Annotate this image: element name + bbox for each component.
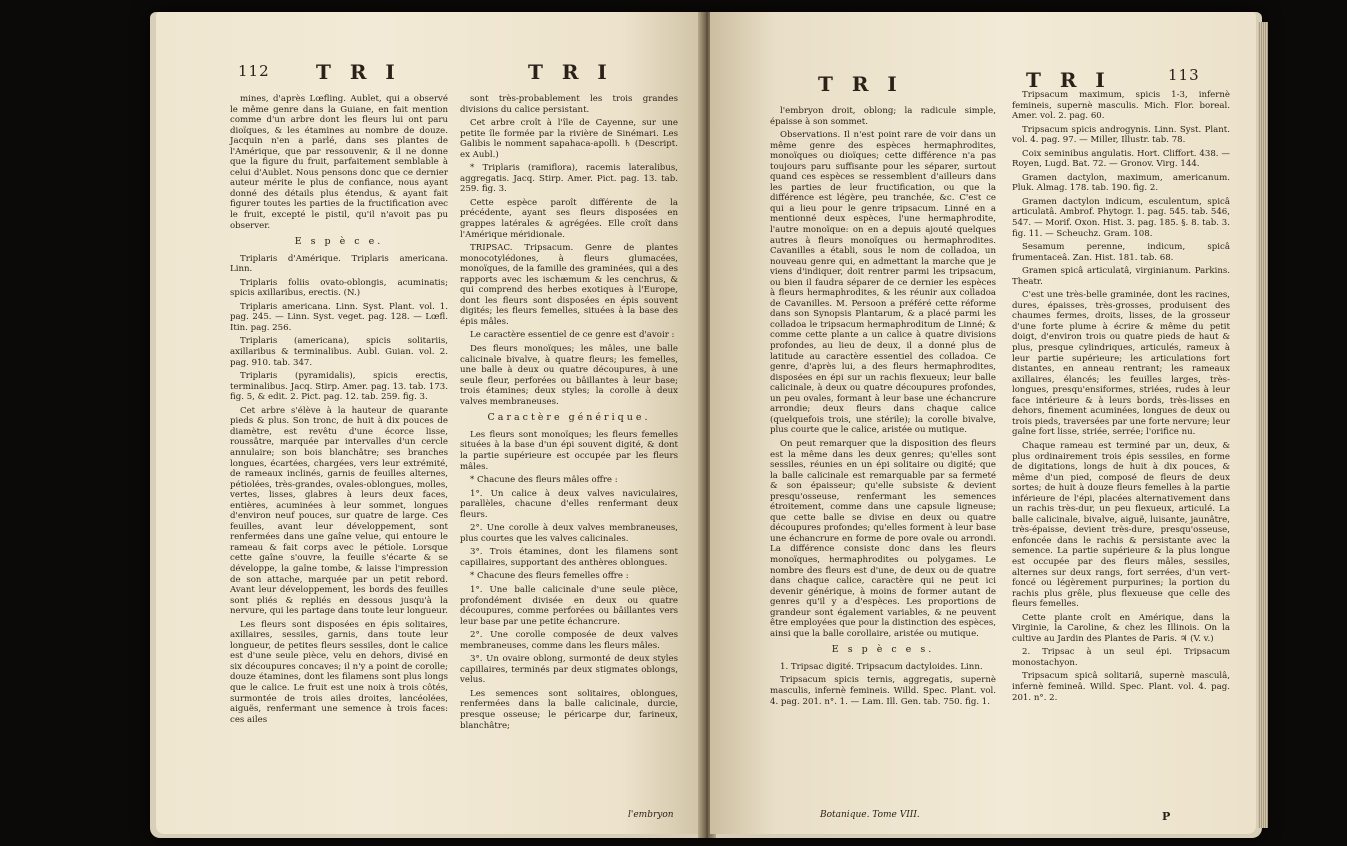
paragraph: Triplaris foliis ovato-oblongis, acuminatis; spicis axillaribus, erectis. (N.) — [230, 277, 448, 299]
paragraph: Observations. Il n'est point rare de voir dans un même genre des espèces hermaphrodites, monoïques ou dioïques; cette différence n'a pas toujours paru suffisante pour les séparer, surtout quand ces espèces se ressemblent d'ailleurs dans les parties de leur fructification, ou que la différence est légère, peu tranchée, &c. C'est ce qui a lieu pour le genre tripsacum. Linné en a mentionné deux espèces, l'une hermaphrodite, l'autre monoïque: on en a depuis ajouté quelques autres à fleurs monoïques ou hermaphrodites. Cavanilles a établi, sous le nom de colladoa, un nouveau genre qui, en admettant la marche que je viens d'indiquer, doit rentrer parmi les tripsacum, ou bien il faudra séparer de ce dernier les espèces à fleurs hermaphrodites, & les réunir aux colladoa de Cavanilles. M. Persoon a préféré cette réforme dans son Synopsis Plantarum, & a placé parmi les colladoa le tripsacum hermaphroditum de Linné; & comme cette plante a un calice à quatre divisions profondes, au lieu de deux, il a donné plus de latitude au caractère essentiel des colladoa. Ce genre, d'après lui, a des fleurs hermaphrodites, disposées en épi sur un rachis flexueux; leur balle calicinale, à deux ou quatre découpures profondes, un peu ovales, formant à leur base une échancrure arrondie; deux fleurs dans chaque calice (quelquefois trois, une stérile); la corolle bivalve, plus courte que le calice, aristée ou mutique. — [770, 130, 996, 436]
paragraph: Triplaris (americana), spicis solitariis, axillaribus & terminalibus. Aubl. Guian. vol. 2. pag. 910. tab. 347. — [230, 336, 448, 368]
paragraph: Le caractère essentiel de ce genre est d'avoir : — [470, 330, 675, 341]
paragraph: Tripsacum spicâ solitariâ, supernè masculâ, infernè femineâ. Willd. Spec. Plant. vol. 4. pag. 201. n°. 2. — [1012, 671, 1230, 703]
paragraph: Cette espèce paroît différente de la précédente, ayant ses fleurs disposées en grappes latérales & agrégées. Elle croît dans l'Amérique méridionale. — [460, 197, 678, 240]
paragraph: * Triplaris (ramiflora), racemis lateralibus, aggregatis. Jacq. Stirp. Amer. Pict. pag. 13. tab. 259. fig. 3. — [460, 163, 678, 195]
paragraph: Tripsacum maximum, spicis 1-3, infernè femineis, supernè masculis. Mich. Flor. boreal. Amer. vol. 2. pag. 60. — [1012, 90, 1230, 122]
paragraph: Les semences sont solitaires, oblongues, renfermées dans la balle calicinale, durcie, presque osseuse; le péricarpe dur, farineux, blanchâtre; — [460, 688, 678, 731]
page-number: 113 — [1168, 66, 1200, 84]
paragraph: Cet arbre s'élève à la hauteur de quarante pieds & plus. Son tronc, de huit à dix pouces de diamètre, est revêtu d'une écorce lisse, roussâtre, marquée par intervalles d'un cercle annulaire; son bois blanchâtre; ses branches longues, écartées, chargées, vers leur extrémité, de rameaux inclinés, garnis de feuilles alternes, pétiolées, très-grandes, ovales-oblongues, molles, vertes, lisses, glabres à leurs deux faces, entières, acuminées à leur sommet, longues d'environ neuf pouces, sur quatre de large. Ces feuilles, avant leur développement, sont renfermées dans une gaîne velue, qui entoure le rameau & fait corps avec le pétiole. Lorsque cette gaîne s'ouvre, la feuille s'écarte & se développe, la gaîne tombe, & laisse l'impression de son attache, marquée par un petit rebord. Avant leur développement, les bords des feuilles sont pliés & repliés en dessous jusqu'à la nervure, qui les partage dans toute leur longueur. — [230, 405, 448, 617]
paragraph: 2. Tripsac à un seul épi. Tripsacum monostachyon. — [1012, 647, 1230, 668]
open-book — [150, 12, 1262, 838]
paragraph: Triplaris (pyramidalis), spicis erectis, terminalibus. Jacq. Stirp. Amer. pag. 13. tab. 173. fig. 5, & edit. 2. Pict. pag. 12. tab. 259. fig. 3. — [230, 371, 448, 403]
paragraph: Gramen dactylon indicum, esculentum, spicâ articulatâ. Ambrof. Phytogr. 1. pag. 545. tab. 546, 547. — Morif. Oxon. Hist. 3. pag. 185. §. 8. tab. 3. fig. 11. — Scheuchz. Gram. 108. — [1012, 196, 1230, 239]
left-column-1 — [230, 94, 448, 728]
paragraph: C'est une très-belle graminée, dont les racines, dures, épaisses, très-grosses, produisent des chaumes fermes, droits, lisses, de la grosseur d'une forte plume à écrire & même du petit doigt, d'environ trois ou quatre pieds de haut & plus, presque cylindriques, articulés, rameux à leur partie supérieure; les articulations fort distantes, en anneau rentrant; les rameaux axillaires, élancés; les feuilles larges, très-longues, presqu'ensiformes, striées, rudes à leur face intérieure & à leurs bords, très-lisses en dehors, finement acuminées, longues de deux ou trois pieds, traversées par une forte nervure; leur gaîne fort lisse, striée, serrée; l'orifice nu. — [1012, 290, 1230, 438]
page-edges — [1258, 22, 1268, 828]
paragraph: 1. Tripsac digité. Tripsacum dactyloides. Linn. — [780, 661, 983, 672]
paragraph: sont très-probablement les trois grandes divisions du calice persistant. — [460, 94, 678, 115]
running-head-center: T R I — [528, 60, 613, 84]
section-heading: E s p è c e. — [294, 236, 384, 248]
section-heading: Caractère générique. — [487, 412, 651, 424]
paragraph: 3°. Trois étamines, dont les filamens sont capillaires, supportant des anthères oblongues. — [460, 547, 678, 568]
paragraph: Coix seminibus angulatis. Hort. Cliffort. 438. — Royen, Lugd. Bat. 72. — Gronov. Virg. 144. — [1012, 148, 1230, 170]
paragraph: Triplaris americana. Linn. Syst. Plant. vol. 1. pag. 245. — Linn. Syst. veget. pag. 128. — Lœfl. Itin. pag. 256. — [230, 301, 448, 333]
paragraph: mines, d'après Lœfling. Aublet, qui a observé le même genre dans la Guiane, en fait mention comme d'un arbre dont les fleurs lui ont paru dioïques, & les étamines au nombre de douze. Jacquin n'en a parlé, dans ses plantes de l'Amérique, que par ressouvenir, & il ne donne que la figure du fruit, parfaitement semblable à celui d'Aublet. Nous pensons donc que ce dernier auteur mérite le plus de confiance, nous ayant donné des détails plus étendus, & ayant fait figurer toutes les parties de la fructification avec le fruit, excepté le pistil, qu'il n'avoit pas pu observer. — [230, 94, 448, 231]
footer-volume: Botanique. Tome VIII. — [820, 810, 920, 820]
paragraph: Gramen spicâ articulatâ, virginianum. Parkins. Theatr. — [1012, 266, 1230, 287]
paragraph: 3°. Un ovaire oblong, surmonté de deux styles capillaires, terminés par deux stigmates oblongs, velus. — [460, 654, 678, 686]
running-head-center: T R I — [1026, 68, 1111, 92]
paragraph: Des fleurs monoïques; les mâles, une balle calicinale bivalve, à quatre fleurs; les femelles, une balle à deux ou quatre découpures, à une seule fleur, perforées ou bâillantes à leur base; trois étamines; deux styles; la corolle à deux valves membraneuses. — [460, 344, 678, 407]
paragraph: Les fleurs sont monoïques; les fleurs femelles situées à la base d'un épi souvent digité, & dont la partie supérieure est occupée par les fleurs mâles. — [460, 429, 678, 472]
paragraph: Cette plante croît en Amérique, dans la Virginie, la Caroline, & chez les Illinois. On la cultive au Jardin des Plantes de Paris. ♃ (V. v.) — [1012, 612, 1230, 644]
paragraph: Gramen dactylon, maximum, americanum. Pluk. Almag. 178. tab. 190. fig. 2. — [1012, 172, 1230, 194]
signature-mark: P — [1162, 810, 1171, 823]
paragraph: 2°. Une corolle à deux valves membraneuses, plus courtes que les valves calicinales. — [460, 523, 678, 544]
paragraph: TRIPSAC. Tripsacum. Genre de plantes monocotylédones, à fleurs glumacées, monoïques, de la famille des graminées, qui a des rapports avec les ischæmum & les cenchrus, & qui comprend des herbes exotiques à l'Europe, dont les fleurs sont disposées en épis souvent digités; les fleurs femelles, situées à la base des épis mâles. — [460, 243, 678, 327]
paragraph: Les fleurs sont disposées en épis solitaires, axillaires, sessiles, garnis, dans toute leur longueur, de petites fleurs sessiles, dont le calice est d'une seule pièce, velu en dehors, divisé en six découpures concaves; il n'y a point de corolle; douze étamines, dont les filamens sont plus longs que le calice. Le fruit est une noix à trois côtés, surmontée de trois ailes droites, lancéolées, aiguës, renfermant une semence à trois faces: ces ailes — [230, 619, 448, 725]
right-column-1 — [770, 106, 996, 710]
paragraph: * Chacune des fleurs femelles offre : — [470, 571, 629, 582]
paragraph: 1°. Un calice à deux valves naviculaires, parallèles, chacune d'elles renfermant deux fleurs. — [460, 488, 678, 520]
paragraph: On peut remarquer que la disposition des fleurs est la même dans les deux genres; qu'elles sont sessiles, réunies en un épi solitaire ou digité; que la balle calicinale est remarquable par sa fermeté & son épaisseur; qu'elle subsiste & devient presqu'osseuse, renfermant les semences étroitement, comme dans une capsule ligneuse; que cette balle se divise en deux ou quatre découpures profondes; qu'elles forment à leur base une échancrure en forme de pore ovale ou arrondi. La différence consiste donc dans les fleurs monoïques, hermaphrodites ou polygames. Le nombre des fleurs est d'une, de deux ou de quatre dans chaque calice, caractère qui ne peut ici devenir générique, à moins de former autant de genres qu'il y a d'espèces. Les proportions de grandeur sont également variables, & ne peuvent être employées que pour la distinction des espèces, ainsi que la balle corollaire, aristée ou mutique. — [770, 438, 996, 639]
right-column-2 — [1012, 90, 1230, 706]
running-head: T R I — [818, 72, 903, 96]
paragraph: l'embryon droit, oblong; la radicule simple, épaisse à son sommet. — [770, 106, 996, 127]
left-page — [156, 12, 704, 834]
left-column-2 — [460, 94, 678, 734]
paragraph: Tripsacum spicis androgynis. Linn. Syst. Plant. vol. 4. pag. 97. — Miller, Illustr. tab. 78. — [1012, 124, 1230, 146]
paragraph: 2°. Une corolle composée de deux valves membraneuses, comme dans les fleurs mâles. — [460, 630, 678, 651]
running-head: T R I — [316, 60, 401, 84]
paragraph: * Chacune des fleurs mâles offre : — [470, 475, 618, 486]
paragraph: Sesamum perenne, indicum, spicâ frumentaceâ. Zan. Hist. 181. tab. 68. — [1012, 242, 1230, 263]
paragraph: Chaque rameau est terminé par un, deux, & plus ordinairement trois épis sessiles, en forme de digitations, longs de huit à dix pouces, & même d'un pied, composé de fleurs de deux sortes; de huit à douze fleurs femelles à la partie inférieure de l'épi, placées alternativement dans un rachis très-dur, un peu flexueux, articulé. La balle calicinale, bivalve, aiguë, luisante, jaunâtre, très-épaisse, devient très-dure, presqu'osseuse, enfoncée dans le rachis & persistante avec la semence. La partie supérieure & la plus longue est occupée par des fleurs mâles, sessiles, alternes sur deux rangs, fort serrées, d'un vert-foncé ou légèrement purpurines; la portion du rachis plus grêle, plus flexueuse que celle des fleurs femelles. — [1012, 440, 1230, 610]
paragraph: Tripsacum spicis ternis, aggregatis, supernè masculis, infernè femineis. Willd. Spec. Plant. vol. 4. pag. 201. n°. 1. — Lam. Ill. Gen. tab. 750. fig. 1. — [770, 675, 996, 707]
paragraph: 1°. Une balle calicinale d'une seule pièce, profondément divisée en deux ou quatre découpures, comme perforées ou bâillantes vers leur base par une petite échancrure. — [460, 584, 678, 627]
catchword: l'embryon — [628, 810, 674, 820]
paragraph: Cet arbre croît à l'île de Cayenne, sur une petite île formée par la rivière de Sinémari. Les Galibis le nomment sapahaca-apolli. ♄ (Descript. ex Aubl.) — [460, 118, 678, 160]
page-number: 112 — [238, 62, 270, 80]
section-heading: E s p è c e s. — [831, 644, 935, 656]
paragraph: Triplaris d'Amérique. Triplaris americana. Linn. — [230, 253, 448, 275]
right-page — [710, 12, 1256, 834]
